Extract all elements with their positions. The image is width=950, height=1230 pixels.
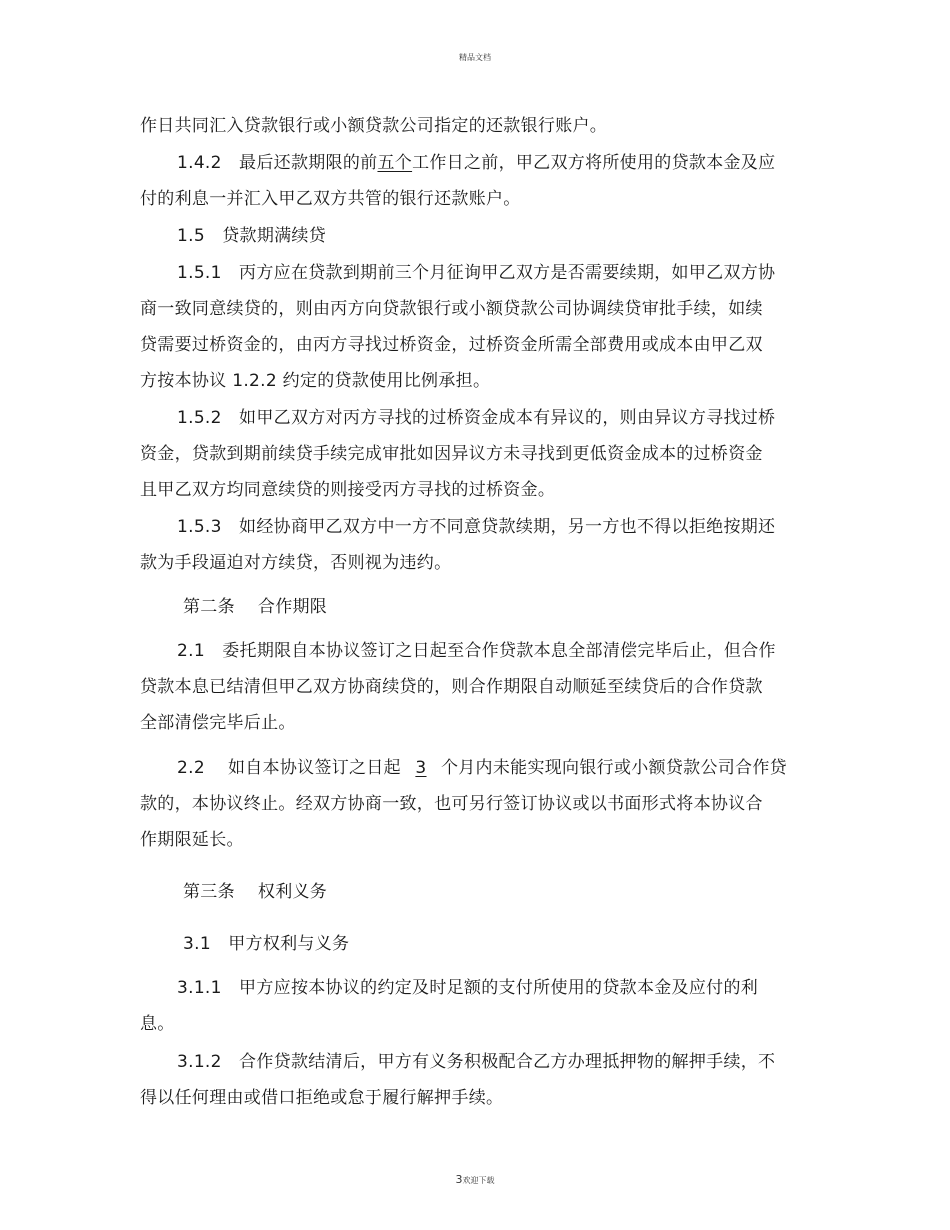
clause-1-5-2-line: 1.5.2 如甲乙双方对丙方寻找的过桥资金成本有异议的，则由异议方寻找过桥 [177, 408, 776, 428]
paragraph-line: 息。 [140, 1014, 175, 1034]
page-header: 精品文档 [459, 53, 491, 62]
paragraph-line: 款的，本协议终止。经双方协商一致，也可另行签订协议或以书面形式将本协议合 [140, 794, 763, 814]
paragraph-line: 贷需要过桥资金的，由丙方寻找过桥资金，过桥资金所需全部费用或成本由甲乙双 [140, 335, 763, 355]
paragraph-line: 付的利息一并汇入甲乙双方共管的银行还款账户。 [140, 189, 521, 209]
clause-text: 2.2 如自本协议签订之日起 [177, 758, 401, 778]
clause-1-4-2-line [177, 152, 775, 174]
underlined-days: 五个 [377, 153, 413, 173]
section-heading-3-1: 3.1 甲方权利与义务 [183, 934, 350, 954]
underlined-months: 3 [415, 758, 427, 778]
paragraph-line: 作期限延长。 [140, 830, 244, 850]
clause-2-1-line: 2.1 委托期限自本协议签订之日起至合作贷款本息全部清偿完毕后止，但合作 [177, 641, 776, 661]
paragraph-line: 商一致同意续贷的，则由丙方向贷款银行或小额贷款公司协调续贷审批手续，如续 [140, 299, 763, 319]
clause-1-5-1-line: 1.5.1 丙方应在贷款到期前三个月征询甲乙双方是否需要续期，如甲乙双方协 [177, 263, 776, 283]
paragraph-line: 得以任何理由或借口拒绝或怠于履行解押手续。 [140, 1088, 504, 1108]
paragraph-line: 且甲乙双方均同意续贷的则接受丙方寻找的过桥资金。 [140, 480, 556, 500]
paragraph-line: 款为手段逼迫对方续贷，否则视为违约。 [140, 553, 452, 573]
article-2-heading: 第二条 合作期限 [183, 597, 328, 617]
clause-2-2-line [177, 757, 787, 779]
clause-text: 个月内未能实现向银行或小额贷款公司合作贷 [440, 758, 787, 778]
section-heading-1-5: 1.5 贷款期满续贷 [177, 226, 327, 246]
page-number: 3 [455, 1173, 463, 1186]
clause-3-1-2-line: 3.1.2 合作贷款结清后，甲方有义务积极配合乙方办理抵押物的解押手续，不 [177, 1052, 776, 1072]
page-footer [0, 1168, 950, 1187]
paragraph-line: 方按本协议 1.2.2 约定的贷款使用比例承担。 [140, 371, 491, 391]
paragraph-line: 作日共同汇入贷款银行或小额贷款公司指定的还款银行账户。 [140, 116, 608, 136]
paragraph-line: 资金，贷款到期前续贷手续完成审批如因异议方未寻找到更低资金成本的过桥资金 [140, 444, 763, 464]
footer-text: 欢迎下载 [462, 1176, 495, 1185]
clause-text: 工作日之前，甲乙双方将所使用的贷款本金及应 [412, 153, 776, 173]
paragraph-line: 全部清偿完毕后止。 [140, 713, 296, 733]
clause-1-5-3-line: 1.5.3 如经协商甲乙双方中一方不同意贷款续期，另一方也不得以拒绝按期还 [177, 517, 776, 537]
clause-3-1-1-line: 3.1.1 甲方应按本协议的约定及时足额的支付所使用的贷款本金及应付的利 [177, 978, 759, 998]
paragraph-line: 贷款本息已结清但甲乙双方协商续贷的，则合作期限自动顺延至续贷后的合作贷款 [140, 677, 763, 697]
article-3-heading: 第三条 权利义务 [183, 882, 328, 902]
clause-text: 1.4.2 最后还款期限的前 [177, 153, 378, 173]
